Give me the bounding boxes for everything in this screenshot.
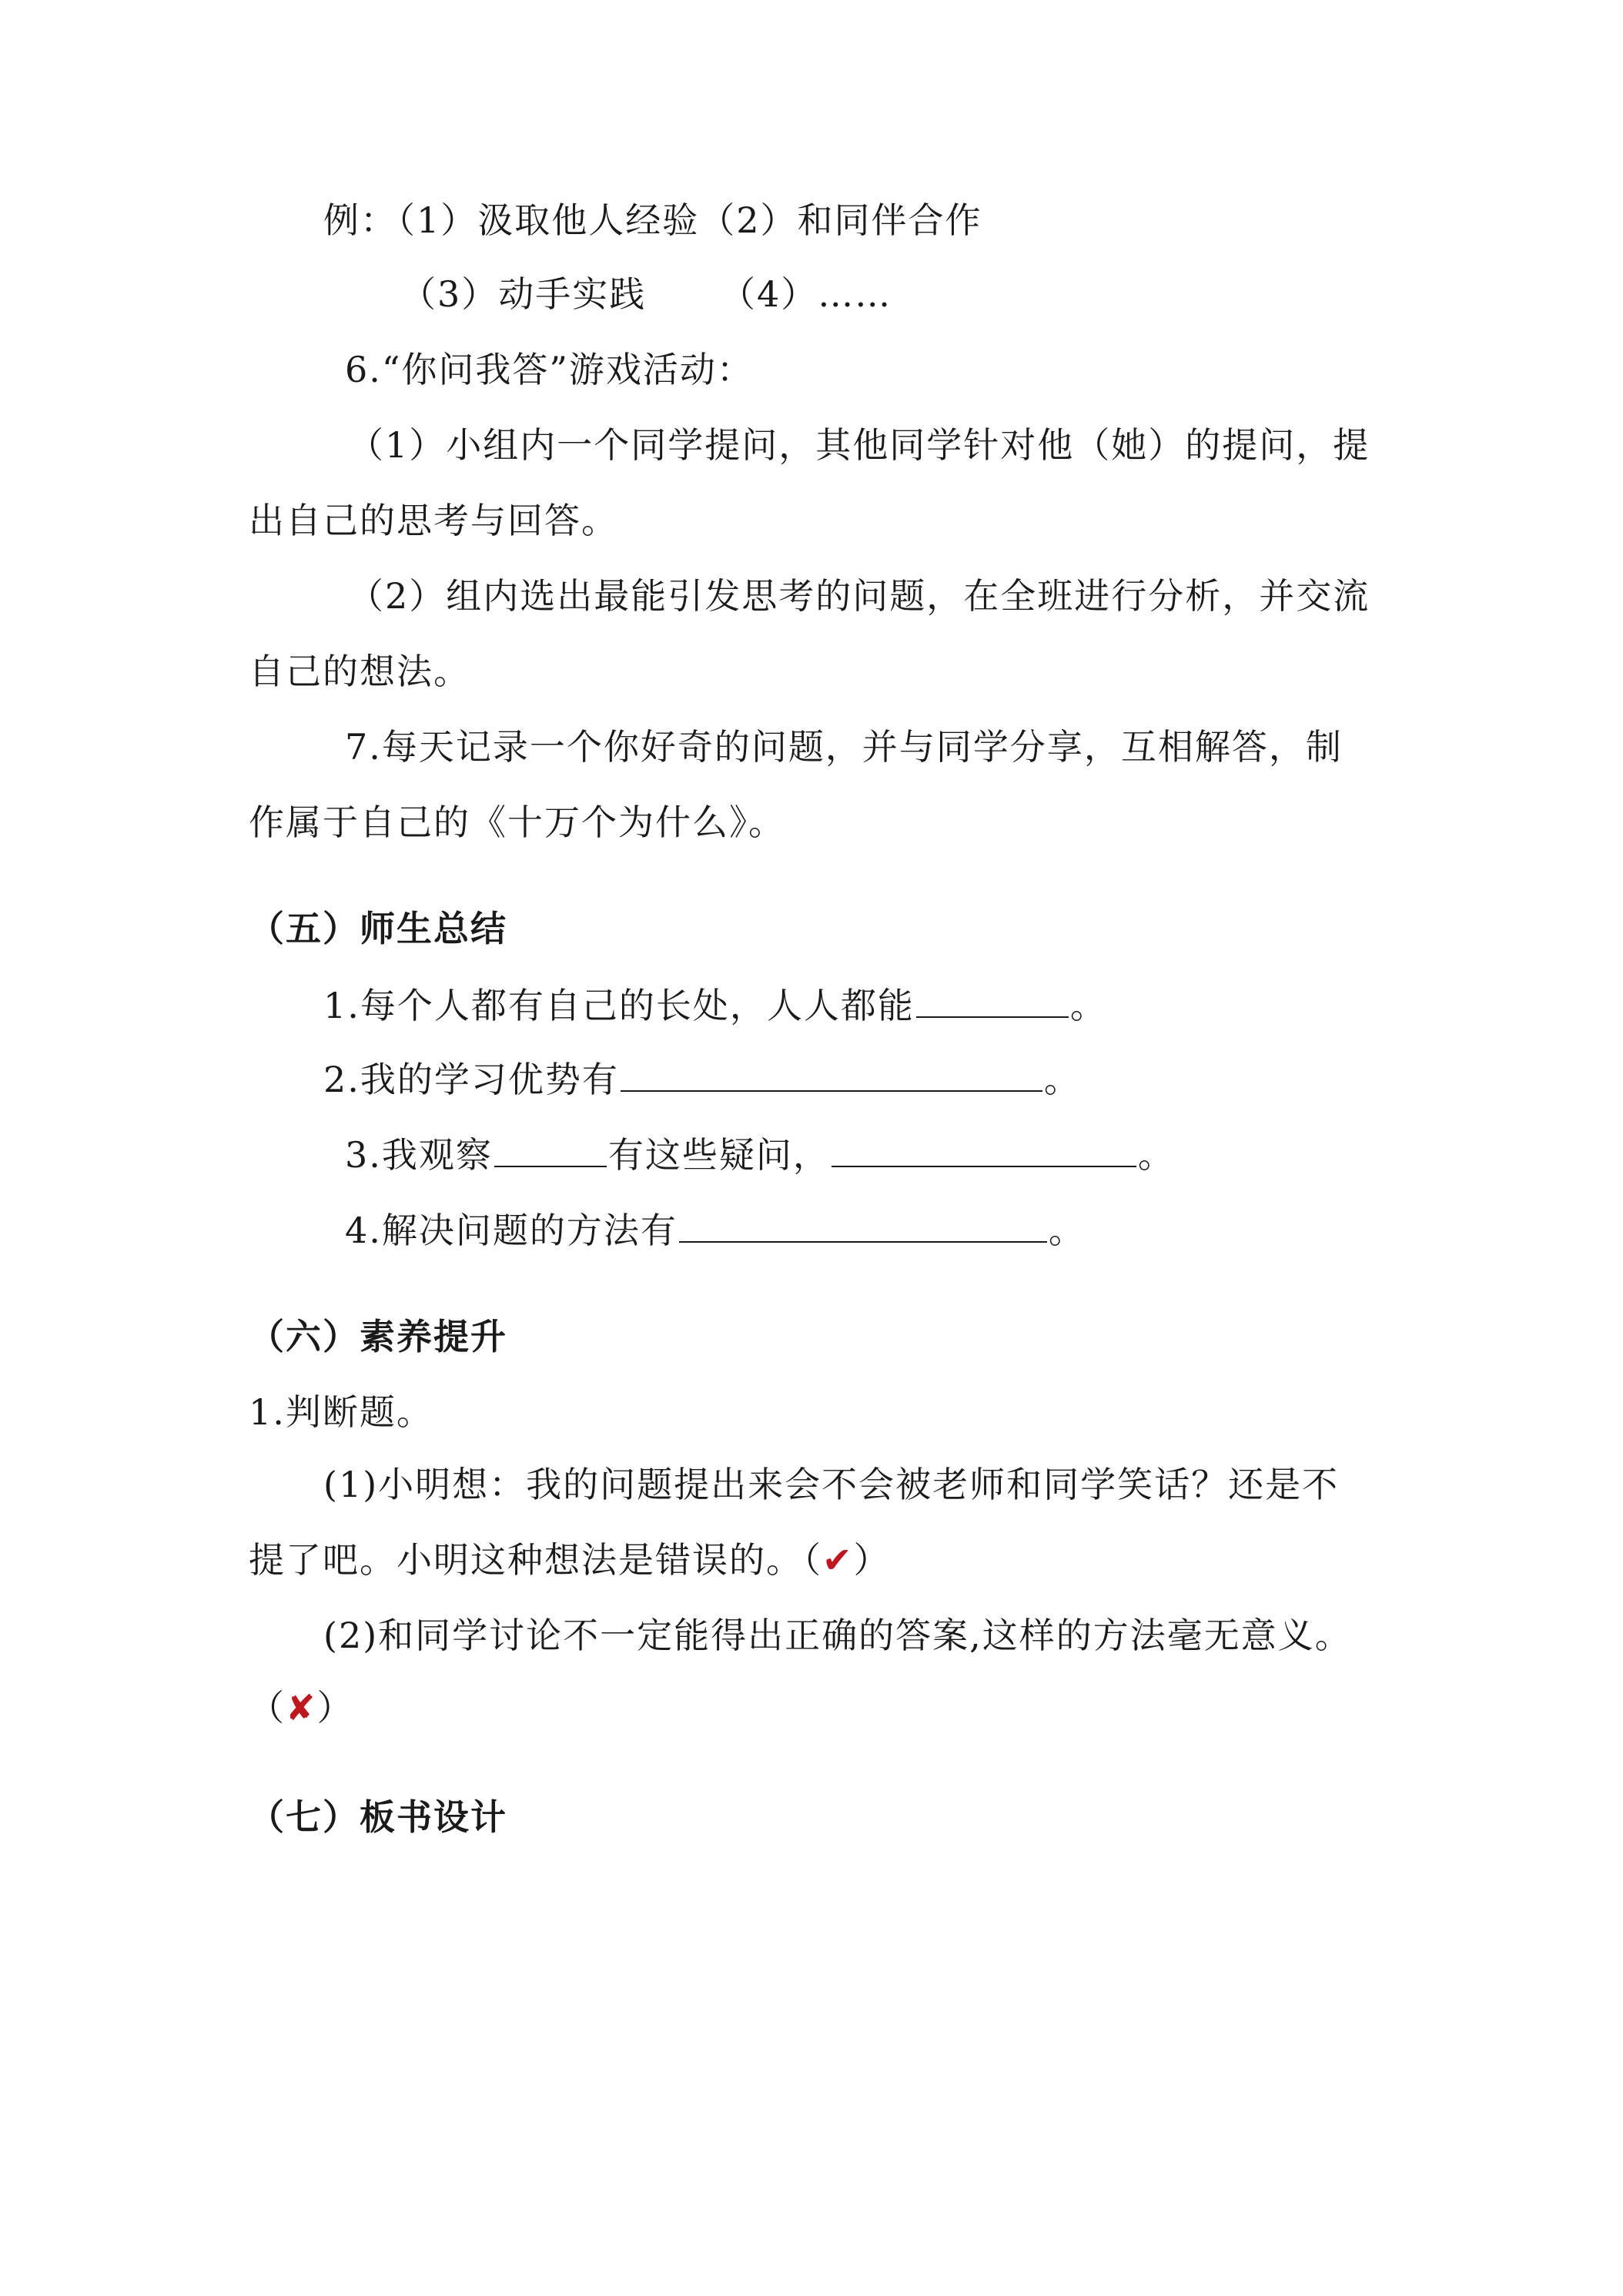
summary-item-4 (345, 1207, 1086, 1253)
judge-title: 1.判断题。 (249, 1391, 433, 1433)
cross-mark-icon: ✘ (286, 1687, 317, 1729)
summary-item-3-text-b: 有这些疑问， (607, 1134, 830, 1176)
judge-q1-line1: (1)小明想：我的问题提出来会不会被老师和同学笑话？还是不 (323, 1464, 1340, 1505)
summary-item-1-text: 1.每个人都有自己的长处，人人都能 (323, 985, 915, 1026)
judge-q2-close: ） (316, 1687, 354, 1729)
judge-q2-open: （ (249, 1687, 286, 1729)
summary-item-3-end: 。 (1137, 1134, 1175, 1176)
item7-line1: 7.每天记录一个你好奇的问题，并与同学分享，互相解答，制 (345, 726, 1343, 768)
example-line-2b: （4）…… (720, 273, 892, 315)
section6-heading: （六）素养提升 (249, 1316, 507, 1357)
fill-blank (832, 1133, 1136, 1167)
example-line-1: 例：（1）汲取他人经验（2）和同伴合作 (323, 199, 982, 241)
item7-line2: 作属于自己的《十万个为什么》。 (249, 802, 785, 843)
item6-p2-line2: 自己的想法。 (249, 651, 470, 692)
summary-item-3 (345, 1132, 1175, 1178)
judge-q1-line2 (249, 1537, 891, 1583)
judge-q2-line2 (249, 1685, 354, 1731)
judge-q2-line1: (2)和同学讨论不一定能得出正确的答案,这样的方法毫无意义。 (323, 1615, 1352, 1656)
judge-q1-close: ） (853, 1539, 891, 1581)
summary-item-1-end: 。 (1069, 985, 1107, 1026)
item6-p1-line2: 出自己的思考与回答。 (249, 500, 618, 541)
check-mark-icon: ✔ (822, 1539, 854, 1581)
summary-item-1 (323, 982, 1107, 1029)
item6-title: 6.“你问我答”游戏活动： (345, 349, 754, 390)
summary-item-4-end: 。 (1048, 1210, 1086, 1251)
summary-item-2-end: 。 (1043, 1059, 1081, 1100)
example-line-2a: （3）动手实践 (400, 273, 647, 315)
summary-item-2-text: 2.我的学习优势有 (323, 1059, 619, 1100)
fill-blank (916, 984, 1069, 1018)
fill-blank (621, 1058, 1042, 1092)
summary-item-4-text: 4.解决问题的方法有 (345, 1210, 678, 1251)
section5-heading: （五）师生总结 (249, 908, 507, 949)
item6-p2-line1: （2）组内选出最能引发思考的问题，在全班进行分析，并交流 (348, 575, 1370, 617)
item6-p1-line1: （1）小组内一个同学提问，其他同学针对他（她）的提问，提 (348, 424, 1370, 466)
fill-blank (679, 1209, 1047, 1243)
summary-item-3-text: 3.我观察 (345, 1134, 493, 1176)
judge-q1-text: 提了吧。小明这种想法是错误的。（ (249, 1539, 822, 1581)
section7-heading: （七）板书设计 (249, 1796, 507, 1838)
summary-item-2 (323, 1056, 1081, 1103)
fill-blank (494, 1133, 607, 1167)
